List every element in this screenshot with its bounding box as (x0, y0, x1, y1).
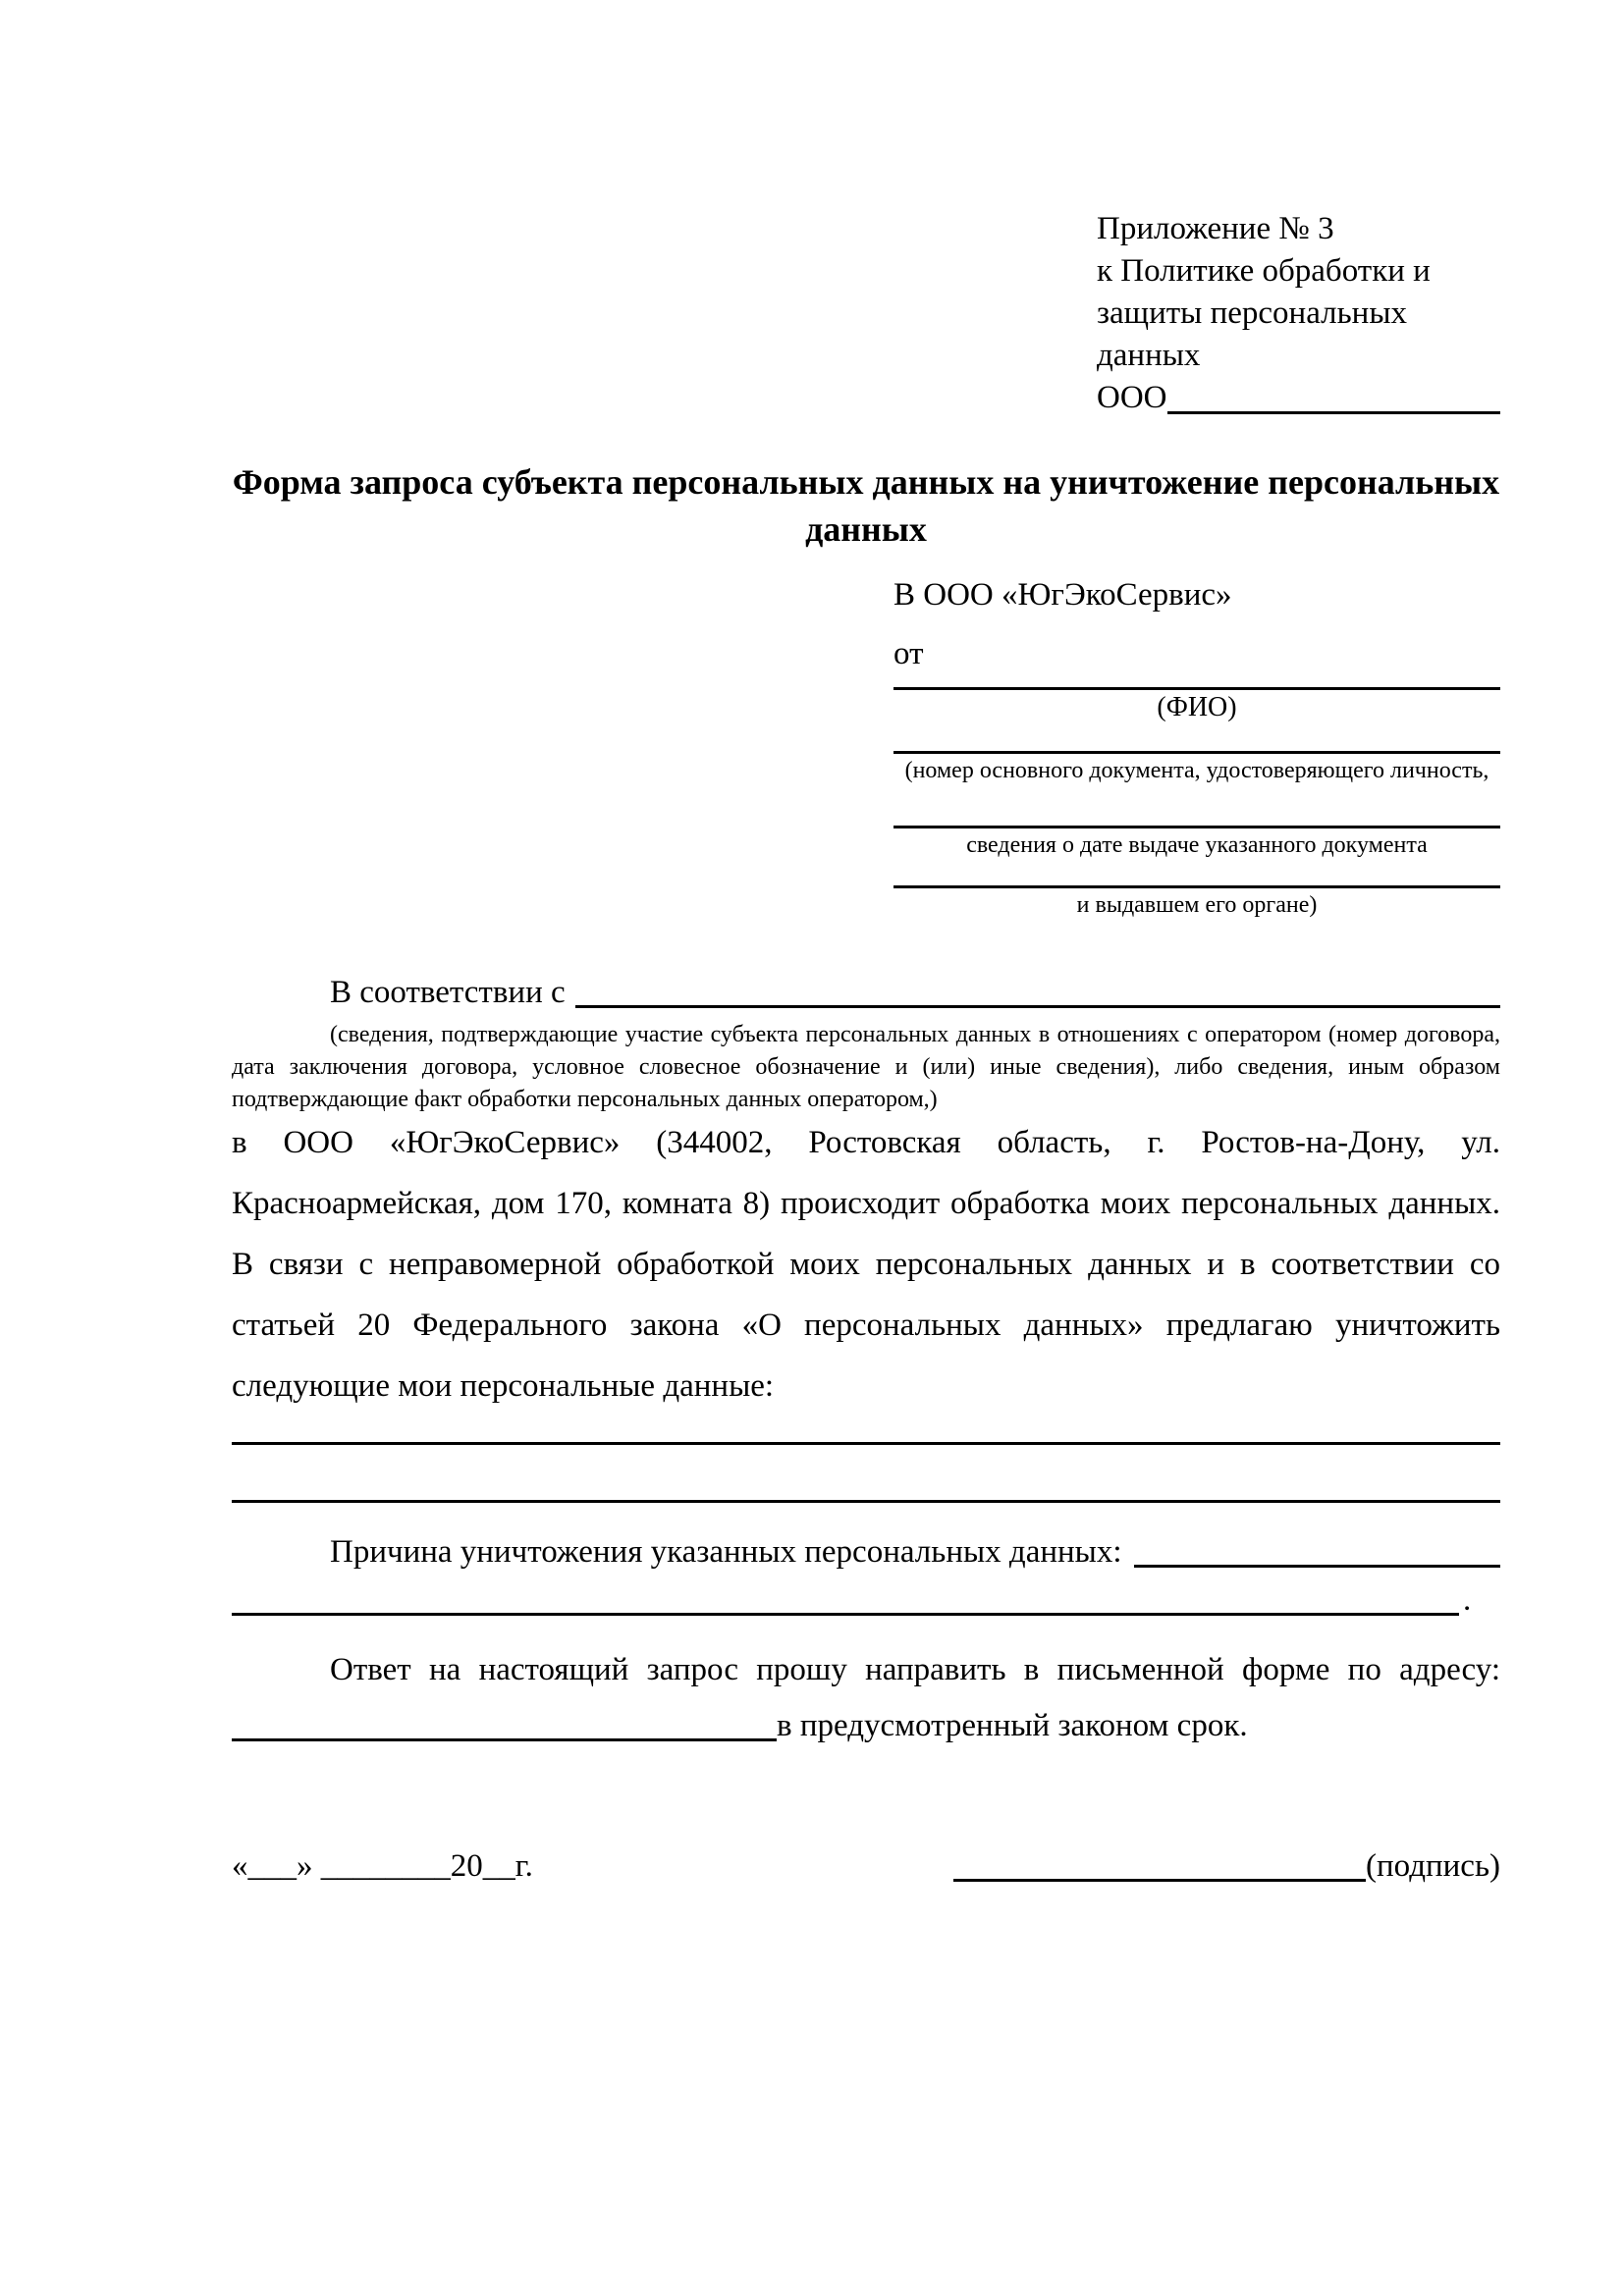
reason-continuation-row (232, 1579, 1500, 1622)
header-ooo-row (1097, 377, 1500, 419)
reason-label: Причина уничтожения указанных персональных данных: (330, 1534, 1122, 1570)
doc-issuer-blank-line (893, 885, 1500, 888)
form-title: Форма запроса субъекта персональных данных на уничтожение персональных данных (232, 462, 1500, 549)
date-blank-line: «___» ________20__г. (232, 1848, 533, 1884)
addressee-from-label: от (893, 636, 924, 671)
header-note-line: Приложение № 3 (1097, 211, 1334, 246)
reason-row (232, 1531, 1500, 1574)
doc-number-blank-line (893, 751, 1500, 754)
data-blank-line-2 (232, 1500, 1500, 1503)
fio-blank-line (893, 687, 1500, 690)
addressee-block (893, 574, 1500, 919)
signature-blank-line (953, 1845, 1366, 1882)
header-note (1097, 208, 1500, 419)
footer-row (232, 1845, 1500, 1888)
address-blank-line (232, 1705, 777, 1741)
doc-date-blank-line (893, 826, 1500, 828)
accordance-row (232, 972, 1500, 1014)
reason-blank-line (1134, 1531, 1500, 1568)
ooo-blank-line (1167, 377, 1501, 414)
reply-address-row (232, 1705, 1500, 1747)
document-content (232, 0, 1500, 1888)
reply-suffix: в предусмотренный законом срок. (777, 1708, 1248, 1743)
accordance-note: (сведения, подтверждающие участие субъекта персональных данных в отношениях с оператором (номер договора, дата заключения договора, условное словесное обозначение и (или) иные сведения), либо сведения, иным образом подтверждающие факт обработки персональных данных оператором,) (232, 1022, 1500, 1112)
ooo-label: ООО (1097, 380, 1167, 415)
doc-date-caption: сведения о дате выдаче указанного документа (966, 832, 1428, 858)
header-note-line: защиты персональных данных (1097, 295, 1407, 373)
signature-group (953, 1845, 1500, 1888)
reason-continuation-line (232, 1579, 1459, 1616)
fio-caption: (ФИО) (1157, 692, 1237, 722)
reply-paragraph: Ответ на настоящий запрос прошу направить в письменной форме по адресу: (330, 1652, 1500, 1687)
data-blank-line-1 (232, 1442, 1500, 1445)
accordance-blank-line (575, 972, 1500, 1008)
doc-issuer-caption: и выдавшем его органе) (1076, 892, 1318, 918)
signature-caption: (подпись) (1366, 1848, 1500, 1884)
accordance-label: В соответствии с (330, 975, 566, 1010)
doc-number-caption: (номер основного документа, удостоверяющего личность, (904, 758, 1489, 783)
header-note-line: к Политике обработки и (1097, 253, 1431, 289)
body-paragraph: в ООО «ЮгЭкоСервис» (344002, Ростовская область, г. Ростов-на-Дону, ул. Красноармейская, дом 170, комната 8) происходит обработка моих персональных данных. В связи с неправомерной обработкой моих персональных данных и в соответствии со статьей 20 Федерального закона «О персональных данных» предлагаю уничтожить следующие мои персональные данные: (232, 1125, 1500, 1404)
addressee-company: В ООО «ЮгЭкоСервис» (893, 577, 1232, 613)
period-mark: . (1463, 1582, 1472, 1618)
